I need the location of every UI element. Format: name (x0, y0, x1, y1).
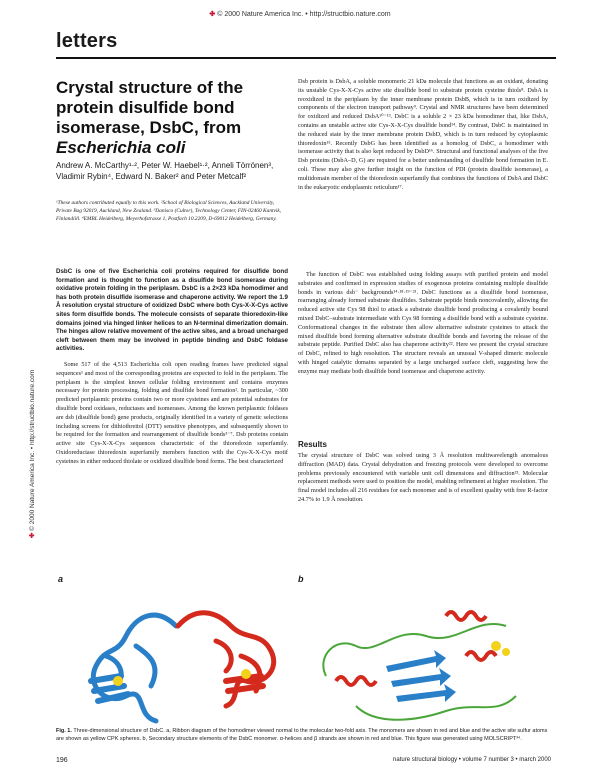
sulfur-atom-a (113, 676, 123, 686)
coil-segments (323, 624, 516, 720)
side-logo-icon: ✤ (29, 532, 36, 539)
red-monomer (178, 613, 274, 706)
sulfur-atom-c (491, 641, 501, 651)
running-header (0, 10, 600, 18)
running-header-text: © 2000 Nature America Inc. • http://structbio.nature.com (217, 11, 391, 18)
journal-info: nature structural biology • volume 7 number 3 • march 2000 (393, 757, 551, 763)
side-copyright-text: ✤ © 2000 Nature America Inc. • http://structbio.nature.com (29, 369, 36, 539)
caption-text: Three-dimensional structure of DsbC. a, Ribbon diagram of the homodimer viewed normal to the molecular two-fold axis. The monomers are shown in red and blue and the active site sulfur atoms are shown as yellow CPK spheres. b, Secondary structure elements of the DsbC monomer. α-helices and β strands are shown in red and blue. This figure was generated using MOLSCRIPT³⁴. (56, 728, 548, 742)
npg-logo-icon: ✤ (209, 11, 216, 18)
sulfur-atom-d (502, 648, 510, 656)
header-rule (56, 57, 556, 59)
body-text-right-3: The crystal structure of DsbC was solved using 3 Å resolution multiwavelength anomalous diffraction (MAD) data. Crystal dehydration and freezing protocols were developed to overcome problems previously encountered with variable unit cell dimensions and diffraction²³. Molecular replacement methods were used to position the model, enabling refinement at higher resolution. The final model includes all 216 residues for each monomer and is of excellent quality with free R-factor 24.7% to 1.9 Å resolution. (298, 452, 548, 503)
caption-label: Fig. 1. (56, 728, 72, 734)
results-heading: Results (298, 440, 327, 449)
sulfur-atom-b (241, 669, 251, 679)
body-text-right-1: Dsb protein is DsbA, a soluble monomeric 21 kDa molecule that functions as an oxidant, donating its unstable Cys-X-X-Cys active site disulfide bond to substrate protein cysteine thiols⁸. DsbA is reoxidized in the periplasm by the inner membrane protein DsbB, which is in turn oxidized by components of the electron transport pathway⁹. Crystal and NMR structures have been determined for oxidized and reduced DsbA¹⁰⁻¹³. DsbC is a soluble 2 × 23 kDa homodimer that, like DsbA, contains an unstable active site Cys-X-X-Cys disulfide bond¹⁴. By contrast, DsbC is maintained in the reduced state by the inner membrane protein DsbD, which is in turn reduced by cytoplasmic thioredoxin¹⁵. Recently DsbG has been identified as a homolog of DsbC, a homodimer with isomerase activity that is also kept reduced by DsbD¹⁶. Structural and functional analyses of the five Dsb proteins (DsbA–D, G) are required for a better understanding of disulfide bond formation in E. coli. These may also give further insight on the function of PDI (protein disulfide isomerase), a multidomain member of the thioredoxin superfamily that combines the functions of DsbA and DsbC in the eukaryotic endoplasmic reticulum¹⁷. (298, 78, 548, 191)
author-list: Andrew A. McCarthy¹·², Peter W. Haebel¹·², Anneli Törrönen³, Vladimir Rybin⁴, Edward N. Baker² and Peter Metcalf² (56, 161, 274, 181)
body-text-left: Some 517 of the 4,513 Escherichia coli open reading frames have predicted signal sequences¹ and most of the corresponding proteins are expected to fold in the periplasm. The periplasm is the simplest known cellular folding environment and contains enzymes necessary for protein processing, folding and disulfide bond formation². In particular, ~300 predicted periplasmic proteins contain two or more cysteines and are potential substrates for disulfide bond oxidases, reductases and isomerases. Among the known periplasmic foldases are dsb (disulfide bond) gene products, originally identified in a variety of genetic selections including screens for dithiothreitol (DTT) sensitive phenotypes, and subsequently shown to be required for the formation and rearrangement of disulfide bonds³⁻⁷. Dsb proteins contain active site Cys-X-X-Cys sequences characteristic of the thioredoxin superfamily. Oxidoreductase thioredoxin superfamily members function with the Cys-X-X-Cys motif cysteines in either reduced thiolate or oxidized disulfide bond forms. The best characterized (56, 361, 288, 465)
secondary-structure-diagram (296, 586, 546, 734)
side-copyright (22, 250, 34, 670)
affiliations: ¹These authors contributed equally to this work. ²School of Biological Sciences, Auckland University, Private Bag 92019, Auckland, New Zealand. ³Danisco (Cultor), Technology Center, FIN-02460 Kantvik, Finlandiill. ⁴EMBL Heidelberg, Meyerhofstrasse 1, Postfach 10.2209, D-69012 Heidelberg, Germany. (56, 200, 282, 223)
title-species: Escherichia coli (56, 138, 186, 157)
beta-strands (386, 650, 456, 702)
abstract: DsbC is one of five Escherichia coli proteins required for disulfide bond formation and is thought to function as a disulfide bond isomerase during oxidative protein folding in the periplasm. DsbC is a 2×23 kDa homodimer and has both protein disulfide isomerase and chaperone activity. We report the 1.9 Å resolution crystal structure of oxidized DsbC where both Cys-X-X-Cys active sites form disulfide bonds. The molecule consists of separate thioredoxin-like domains joined via hinged linker helices to an N-terminal dimerization domain. The hinges allow relative movement of the active sites, and a broad uncharged cleft between them may be involved in peptide binding and DsbC foldase activities. (56, 268, 288, 353)
blue-monomer (91, 615, 176, 721)
body-text-right-2: The function of DsbC was established using folding assays with purified protein and model substrates and confirmed in expression studies of exogenous proteins containing multiple disulfide bonds in various dsb⁻ backgrounds¹⁴·¹⁸·¹⁹⁻²¹. DsbC functions as a disulfide bond isomerase, rearranging already formed substrate disulfides. Substrate peptide binds noncovalently, allowing the reduced active site Cys 98 thiol to attack a substrate disulfide bond producing a covalently bound mixed DsbC–substrate intermediate with Cys 98 forming a disulfide bond with a substrate cysteine. Conformational changes in the substrate then allow alternative substrate cysteines to attack the mixed disulfide bond forming alternative substrate disulfide bonds and favoring the release of the substrate peptide. Purified DsbC also has chaperone activity²². Here we present the crystal structure of DsbC, refined to high resolution. The structure reveals an unusual V-shaped dimeric molecule with hinged catalytic domains separated by a large uncharged surface cleft, suggesting how the enzyme may mediate both disulfide bond isomerase and chaperone activity. (298, 271, 548, 375)
panel-label-b: b (298, 574, 304, 584)
title-main: Crystal structure of the protein disulfide bond isomerase, DsbC, from (56, 78, 244, 137)
panel-label-a: a (58, 574, 64, 584)
figure-caption (56, 728, 551, 743)
ribbon-diagram-dimer (66, 586, 288, 734)
article-title (56, 78, 286, 158)
page-number: 196 (56, 757, 68, 764)
section-label: letters (56, 30, 118, 52)
